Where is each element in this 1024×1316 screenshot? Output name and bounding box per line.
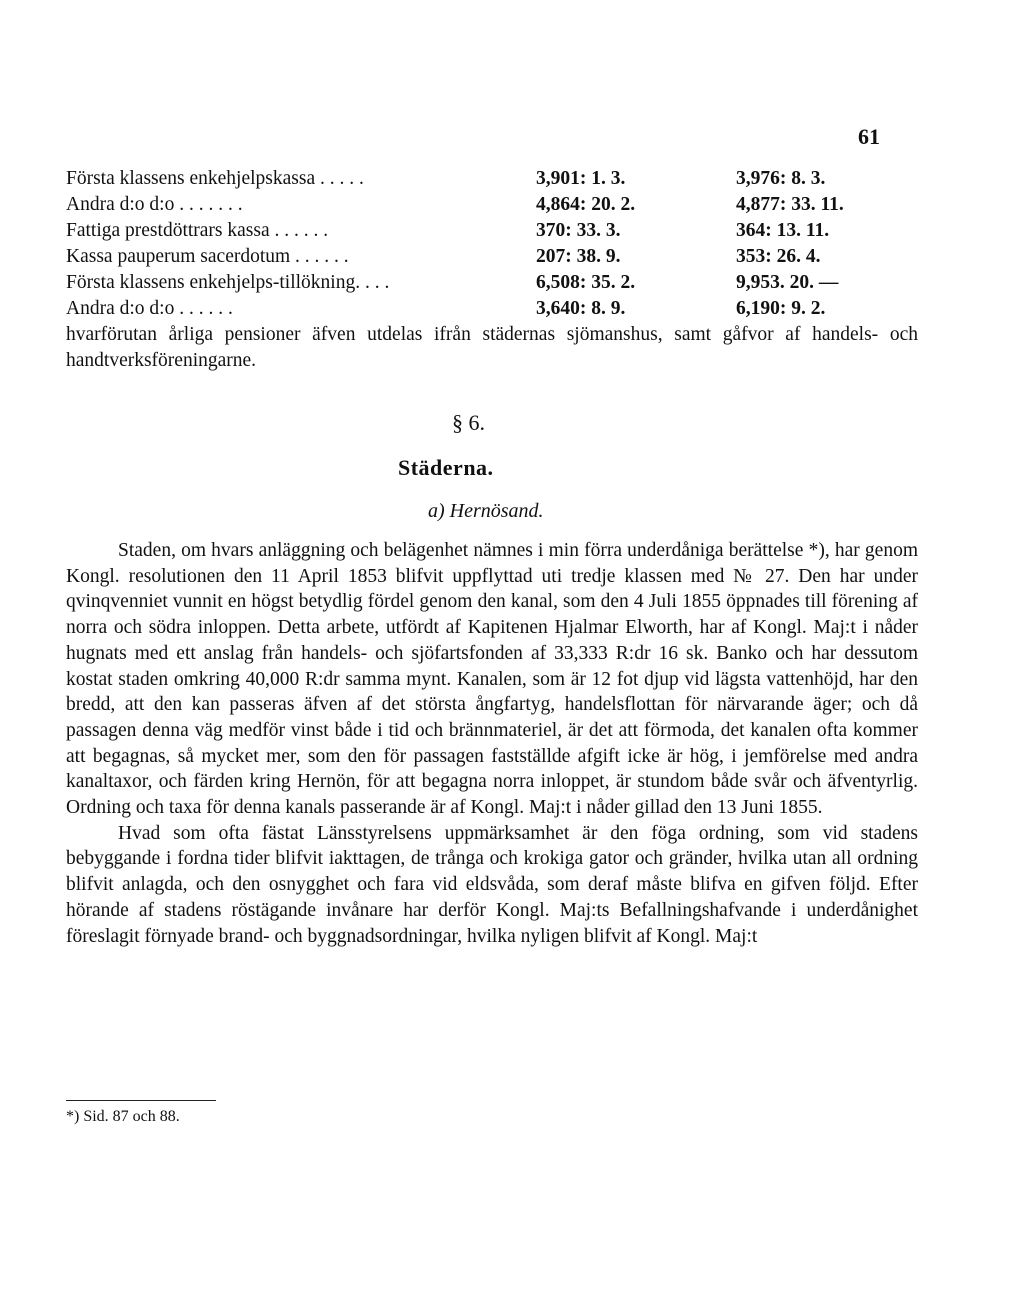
- page-number: 61: [858, 124, 880, 149]
- row-label: Andra d:o d:o . . . . . . .: [66, 194, 243, 215]
- row-value-first: 207: 38. 9.: [536, 246, 621, 267]
- footnote: *) Sid. 87 och 88.: [66, 1108, 180, 1125]
- table-row: [66, 244, 926, 270]
- body-paragraph: Hvad som ofta fästat Länsstyrelsens uppmärksamhet är den föga ordning, som vid stadens bebyggande i fordna tider blifvit iakttagen, de trånga och krokiga gator och gränder, hvilka utan all ordning blifvit anlagda, och den osnygghet och fara vid eldsvåda, som deraf måste blifva en gifven följd. Efter hörande af stadens röstägande invånare har derför Kongl. Maj:ts Befallningshafvande i underdånighet föreslagit förnyade brand- och byggnadsordningar, hvilka nyligen blifvit af Kongl. Maj:t: [66, 822, 918, 947]
- table-row: [66, 218, 926, 244]
- body-text: [66, 538, 918, 949]
- pension-table: [66, 166, 926, 322]
- row-value-second: 364: 13. 11.: [736, 220, 830, 241]
- row-value-second: 4,877: 33. 11.: [736, 194, 844, 215]
- row-value-first: 370: 33. 3.: [536, 220, 621, 241]
- table-row: [66, 192, 926, 218]
- row-label: Första klassens enkehjelpskassa . . . . .: [66, 168, 364, 189]
- table-row: [66, 270, 926, 296]
- row-label: Fattiga prestdöttrars kassa . . . . . .: [66, 220, 329, 241]
- row-value-second: 3,976: 8. 3.: [736, 168, 826, 189]
- row-value-first: 6,508: 35. 2.: [536, 272, 636, 293]
- row-value-first: 3,640: 8. 9.: [536, 298, 626, 319]
- footnote-divider: [66, 1100, 216, 1101]
- intro-paragraph-block: [66, 322, 918, 373]
- table-row: [66, 166, 926, 192]
- section-heading: Städerna.: [398, 455, 494, 480]
- row-value-first: 3,901: 1. 3.: [536, 168, 626, 189]
- row-value-second: 6,190: 9. 2.: [736, 298, 826, 319]
- row-label: Första klassens enkehjelps-tillökning. . . .: [66, 272, 390, 293]
- subsection-heading: a) Hernösand.: [428, 500, 544, 522]
- row-label: Andra d:o d:o . . . . . .: [66, 298, 233, 319]
- section-number: § 6.: [452, 410, 485, 435]
- row-label: Kassa pauperum sacerdotum . . . . . .: [66, 246, 349, 267]
- row-value-second: 353: 26. 4.: [736, 246, 821, 267]
- table-row: [66, 296, 926, 322]
- intro-paragraph: hvarförutan årliga pensioner äfven utdelas ifrån städernas sjömanshus, samt gåfvor af handels- och handtverksföreningarne.: [66, 324, 918, 371]
- row-value-first: 4,864: 20. 2.: [536, 194, 636, 215]
- body-paragraph: Staden, om hvars anläggning och belägenhet nämnes i min förra underdåniga berättelse *), har genom Kongl. resolutionen den 11 April 1853 blifvit uppflyttad uti tredje klassen med № 27. Den har under qvinqvenniet vunnit en högst betydlig fördel genom den kanal, som den 4 Juli 1855 öppnades till förening af norra och södra inloppen. Detta arbete, utfördt af Kapitenen Hjalmar Elworth, har af Kongl. Maj:t i nåder hugnats med ett anslag från handels- och sjöfartsfonden af 33,333 R:dr 16 sk. Banko och har dessutom kostat staden omkring 40,000 R:dr samma mynt. Kanalen, som är 12 fot djup vid lägsta vattenhöjd, har den bredd, att den kan passeras äfven af det största ångfartyg, handelsflottan för närvarande äger; och då passagen denna väg medför vinst både i tid och brännmateriel, är det att förmoda, det kanalen ofta kommer att begagnas, så mycket mer, som den för passagen fastställde afgift icke är hög, i jemförelse med andra kanaltaxor, och färden kring Hernön, för att begagna norra inloppet, är stundom både svår och äfventyrlig. Ordning och taxa för denna kanals passerande är af Kongl. Maj:t i nåder gillad den 13 Juni 1855.: [66, 540, 918, 819]
- row-value-second: 9,953. 20. —: [736, 272, 839, 293]
